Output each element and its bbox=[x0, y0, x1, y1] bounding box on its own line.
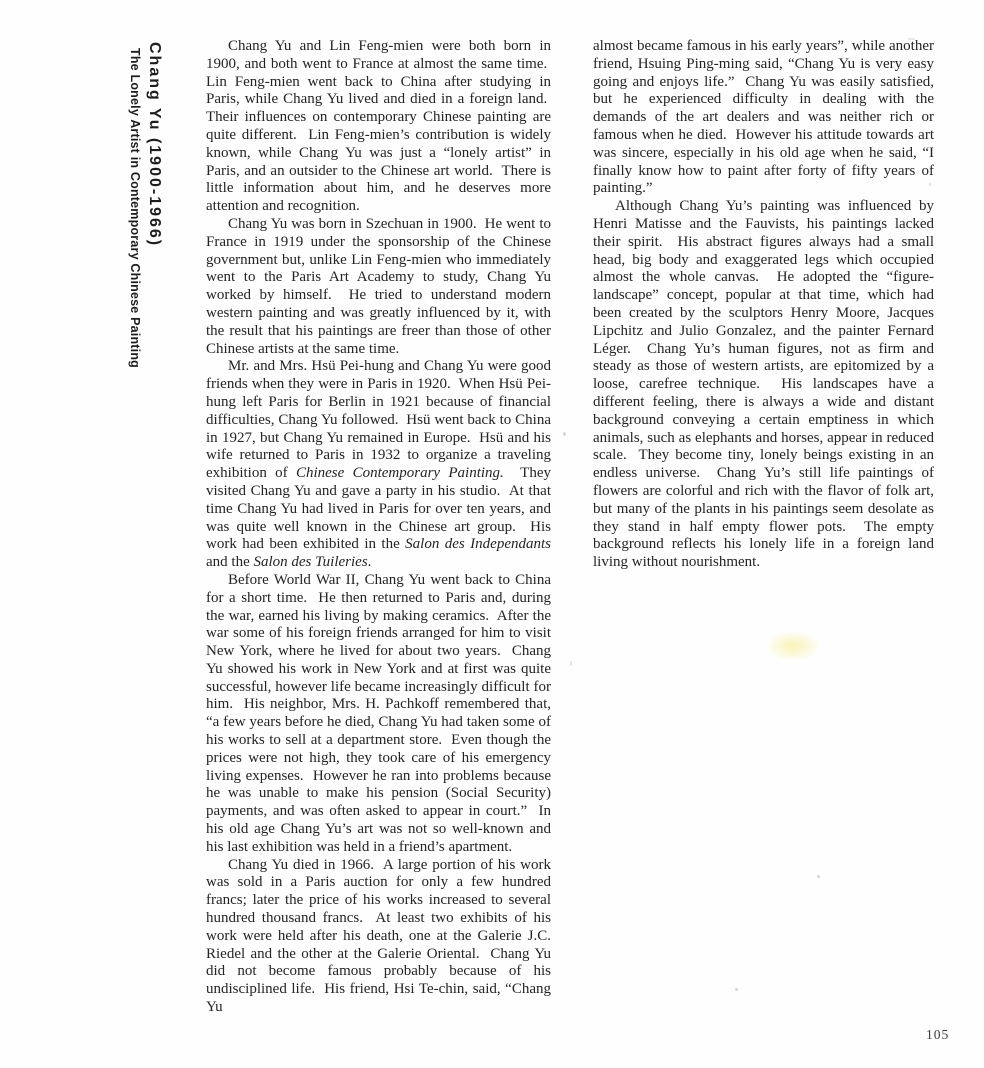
paragraph bbox=[206, 216, 551, 358]
chapter-sidebar bbox=[126, 42, 164, 368]
scan-speck bbox=[929, 183, 931, 186]
scan-speck bbox=[817, 875, 820, 878]
scan-speck bbox=[570, 661, 572, 666]
right-column bbox=[593, 38, 934, 572]
paragraph bbox=[206, 572, 551, 857]
scan-speck bbox=[908, 38, 915, 40]
chapter-subtitle: The Lonely Artist in Contemporary Chinese Painting bbox=[128, 48, 142, 368]
paragraph bbox=[593, 198, 934, 572]
text-run: They visited Chang Yu and gave a party in his studio. At that time Chang Yu had lived in Paris for over ten years, and was quite well known in the Chinese art group. His work had been exhibited in the bbox=[206, 465, 551, 553]
text-run: Although Chang Yu’s painting was influenced by Henri Matisse and the Fauvists, his paintings lacked their spirit. His abstract figures always had a small head, big body and exaggerated legs which occupied almost the whole canvas. He adopted the “figure-landscape” concept, popular at that time, which had been created by the sculptors Henry Moore, Jacques Lipchitz and Julio Gonzalez, and the painter Fernard Léger. Chang Yu’s human figures, not as firm and steady as those of western artists, are epitomized by a loose, carefree technique. His landscapes have a different feeling, there is always a wide and distant background conveying a certain emptiness in which animals, such as elephants and horses, appear in reduced scale. They become tiny, lonely beings existing in an endless universe. Chang Yu’s still life paintings of flowers are colorful and rich with the flavor of folk art, but many of the plants in his paintings seem desolate as they stand in half empty flower pots. The empty background reflects his lonely life in a foreign land living without nourishment. bbox=[593, 198, 934, 571]
paragraph bbox=[206, 38, 551, 216]
text-run: Chang Yu and Lin Feng-mien were both born in 1900, and both went to France at almost the same time. Lin Feng-mien went back to China after studying in Paris, while Chang Yu lived and died in a foreign land. Their influences on contemporary Chinese painting are quite different. Lin Feng-mien’s contribution is widely known, while Chang Yu was just a “lonely artist” in Paris, and an outsider to the Chinese art world. There is little information about him, and he deserves more attention and recognition. bbox=[206, 38, 551, 215]
text-run: Mr. and Mrs. Hsü Pei-hung and Chang Yu were good friends when they were in Paris in 1920. When Hsü Pei-hung left Paris for Berlin in 1921 because of financial difficulties, Chang Yu followed. Hsü went back to China in 1927, but Chang Yu remained in Europe. Hsü and his wife returned to Paris in 1932 to organize a traveling exhibition of bbox=[206, 358, 551, 482]
text-run: Chang Yu died in 1966. A large portion of his work was sold in a Paris auction for only a few hundred francs; later the price of his works increased to several hundred thousand francs. At least two exhibits of his work were held after his death, one at the Galerie J.C. Riedel and the other at the Galerie Oriental. Chang Yu did not become famous probably because of his undisciplined life. His friend, Hsi Te-chin, said, “Chang Yu bbox=[206, 856, 551, 1016]
scan-smudge bbox=[766, 631, 820, 661]
text-run: . bbox=[367, 554, 372, 571]
page-number: 105 bbox=[926, 1027, 950, 1042]
scan-speck bbox=[735, 988, 738, 991]
text-run: almost became famous in his early years”, while another friend, Hsuing Ping-ming said, “Chang Yu is very easy going and enjoys life.” Chang Yu was easily satisfied, but he experienced difficulty in dealing with the demands of the art dealers and was neither rich or famous when he died. However his attitude towards art was sincere, especially in his old age when he said, “I finally know how to paint after forty of fifty years of painting.” bbox=[593, 38, 934, 197]
paragraph bbox=[206, 857, 551, 1017]
text-run: Chang Yu was born in Szechuan in 1900. He went to France in 1919 under the sponsorship of the Chinese government but, unlike Lin Feng-mien who immediately went to the Paris Art Academy to study, Chang Yu worked by himself. He tried to understand modern western painting and was greatly influenced by it, with the result that his paintings are freer than those of other Chinese artists at the same time. bbox=[206, 215, 551, 357]
chapter-title: Chang Yu (1900-1966) bbox=[146, 42, 163, 248]
italic-text-run: Salon des Tuileries bbox=[253, 554, 368, 571]
left-column bbox=[206, 38, 551, 1017]
paragraph bbox=[593, 38, 934, 198]
paragraph bbox=[206, 358, 551, 572]
text-run: and the bbox=[206, 554, 254, 571]
scan-speck bbox=[563, 432, 566, 436]
italic-text-run: Salon des Independants bbox=[405, 536, 551, 553]
italic-text-run: Chinese Contemporary Painting. bbox=[295, 465, 504, 482]
text-run: Before World War II, Chang Yu went back to China for a short time. He then returned to Paris and, during the war, earned his living by making ceramics. After the war some of his foreign friends arranged for him to visit New York, where he lived for about two years. Chang Yu showed his work in New York and at first was quite successful, however life became increasingly difficult for him. His neighbor, Mrs. H. Pachkoff remembered that, “a few years before he died, Chang Yu had taken some of his works to sell at a department store. Even though the prices were not high, they took care of his emergency living expenses. However he ran into problems because he was unable to make his pension (Social Security) payments, and was often asked to appear in court.” In his old age Chang Yu’s art was not so well-known and his last exhibition was held in a friend’s apartment. bbox=[206, 571, 551, 855]
